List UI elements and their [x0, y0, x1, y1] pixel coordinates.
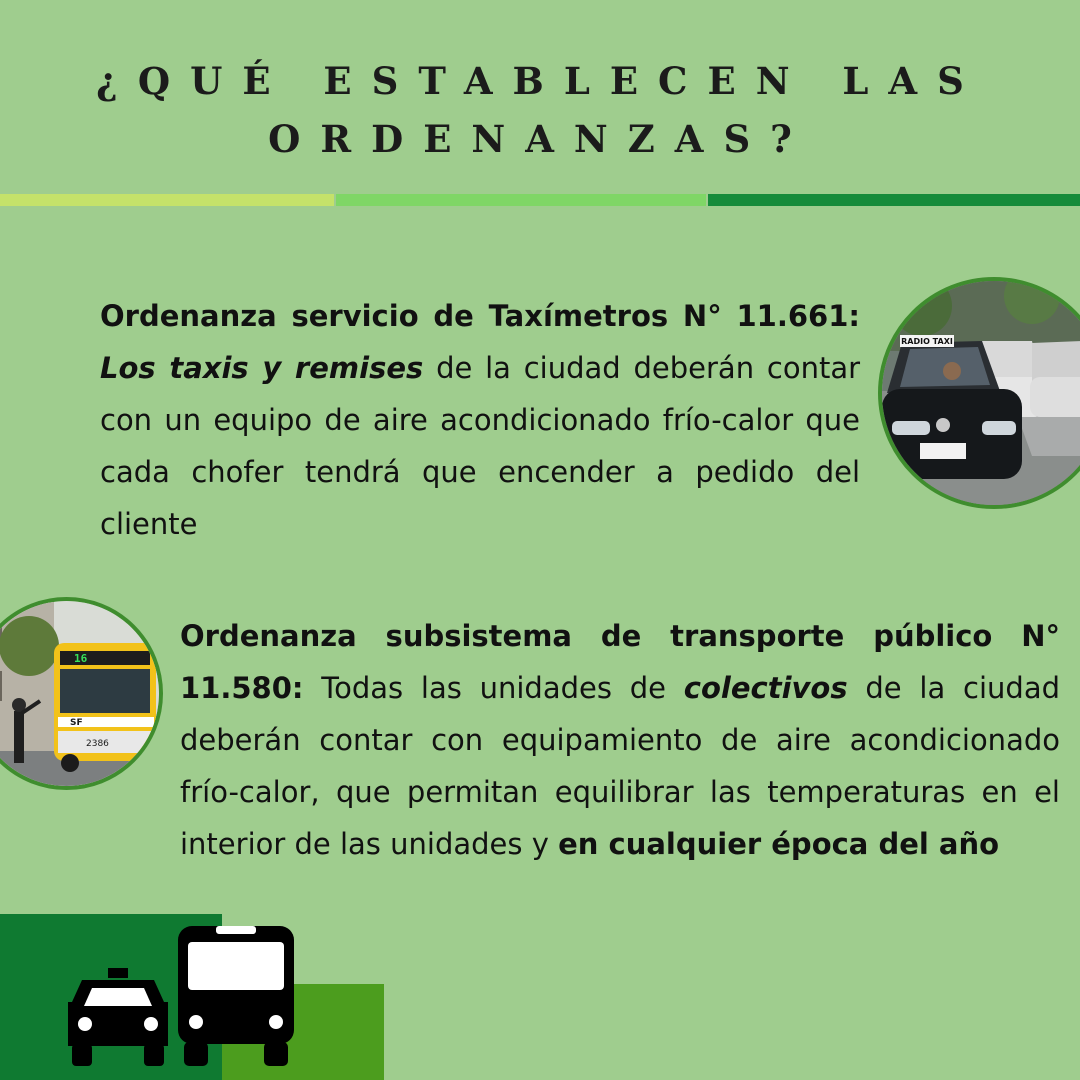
vehicle-icons: [60, 920, 310, 1070]
bus-photo: [0, 597, 163, 790]
page-title: [0, 52, 1080, 168]
ordenanza-transporte-emphasis: colectivos: [683, 671, 848, 705]
ordenanza-transporte-body-before: Todas las unidades de: [303, 671, 684, 705]
taxi-photo: [878, 277, 1080, 509]
ordenanza-taximetros-emphasis: Los taxis y remises: [100, 351, 424, 385]
taxi-icon: [68, 968, 168, 1066]
ordenanza-taximetros: [100, 290, 860, 550]
ordenanza-transporte-heading: Ordenanza subsistema de transporte público N° 11.580:: [180, 619, 1060, 705]
title-line-1: ¿QUÉ ESTABLECEN LAS: [96, 59, 984, 103]
divider-stripe-light: [0, 194, 334, 206]
title-line-2: ORDENANZAS?: [268, 117, 812, 161]
divider-stripe-mid: [336, 194, 706, 206]
ordenanza-taximetros-body: de la ciudad deberán contar con un equipo de aire acondicionado frío-calor que cada chofer tendrá que encender a pedido del cliente: [100, 351, 861, 541]
bus-photo-route: 16: [74, 652, 88, 665]
taxi-photo-sign: RADIO TAXI: [901, 337, 953, 346]
bus-photo-number: 2386: [86, 739, 109, 749]
ordenanza-transporte-body-after: de la ciudad deberán contar con equipamiento de aire acondicionado frío-calor, que permitan equilibrar las temperaturas en el interior de las unidades y: [180, 671, 1061, 861]
ordenanza-transporte-publico: [180, 610, 1060, 870]
ordenanza-taximetros-heading: Ordenanza servicio de Taxímetros N° 11.661:: [100, 299, 860, 333]
ordenanza-transporte-closing: en cualquier época del año: [558, 827, 1000, 861]
bus-icon: [178, 926, 294, 1066]
bus-photo-brand: SF: [70, 718, 83, 728]
divider-stripe-dark: [708, 194, 1080, 206]
